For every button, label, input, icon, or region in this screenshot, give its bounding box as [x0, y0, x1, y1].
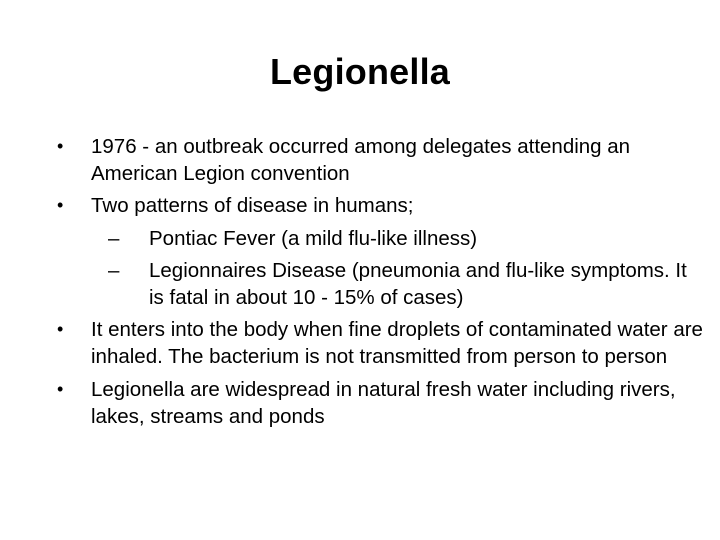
slide-title: Legionella	[269, 51, 451, 92]
slide-body	[56, 133, 706, 435]
bullet-text: Two patterns of disease in humans;	[91, 194, 414, 218]
sub-bullet-item	[56, 225, 706, 252]
bullet-icon: •	[57, 195, 64, 216]
bullet-icon: •	[57, 378, 64, 399]
bullet-item	[56, 192, 706, 219]
dash-icon: –	[108, 258, 120, 282]
bullet-text: 1976 - an outbreak occurred among delegates attending an American Legion convention	[91, 135, 631, 186]
bullet-item	[56, 376, 706, 430]
sub-bullet-item	[56, 257, 706, 311]
bullet-item	[56, 316, 706, 370]
sub-bullet-text: Pontiac Fever (a mild flu-like illness)	[149, 226, 478, 250]
bullet-item	[56, 133, 706, 187]
bullet-text: Legionella are widespread in natural fresh water including rivers, lakes, streams and ponds	[91, 377, 676, 428]
bullet-icon: •	[57, 136, 64, 156]
bullet-icon: •	[57, 319, 64, 340]
dash-icon: –	[108, 226, 120, 250]
sub-bullet-text: Legionnaires Disease (pneumonia and flu-like symptoms. It is fatal in about 10 - 15% of cases)	[149, 258, 687, 310]
bullet-text: It enters into the body when fine droplets of contaminated water are inhaled. The bacterium is not transmitted from person to person	[91, 318, 703, 369]
